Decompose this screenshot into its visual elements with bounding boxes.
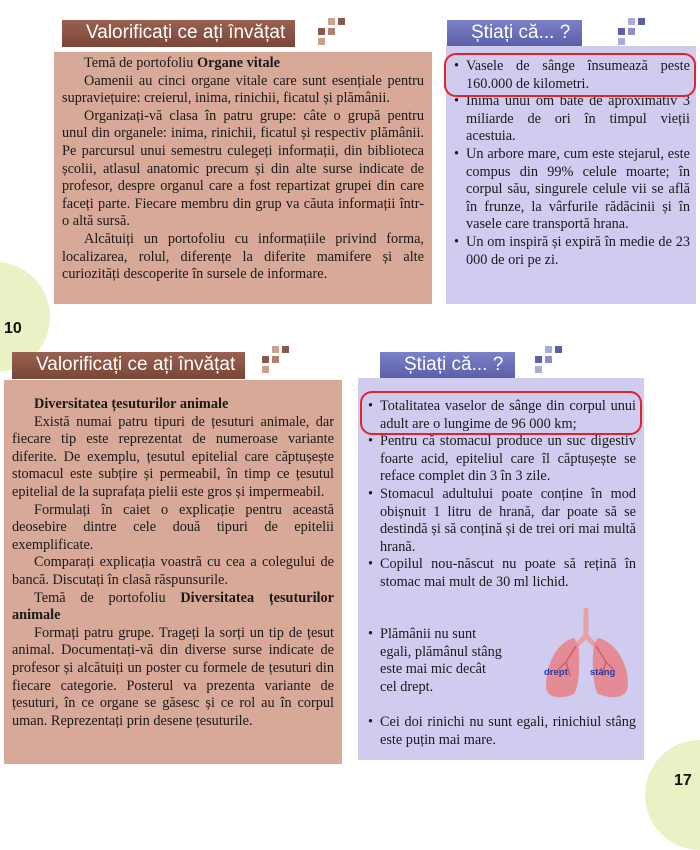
squares-decoration (618, 18, 652, 46)
portofoliu-title: Temă de portofoliu Diversitatea țesuturilor animale (12, 589, 335, 624)
paragraph: Organizați-vă clasa în patru grupe: câte o grupă pentru unul din organele: inima, rinichii, ficatul și respectiv plămânii. Pe parcursul unui semestru culegeți informații, din biblioteca școlii, atlasul anatomic precum și din alte surse indicate de profesor, despre organul care a fost repartizat grupei din care faceți parte. Fiecare membru din grup va căuta informații într-o altă sursă. (62, 107, 424, 230)
fact-item-lungs: • Plămânii nu sunt egali, plămânul stâng este mai mic decât cel drept. (366, 626, 506, 696)
page-corner-decoration (645, 740, 700, 850)
paragraph: Oamenii au cinci organe vitale care sunt esențiale pentru supraviețuire: creierul, inima, rinichii, ficatul și plămânii. (62, 72, 424, 107)
panel-diversitatea-tesuturilor (4, 380, 342, 764)
panel-stiati-bottom (358, 378, 644, 760)
section-tab-valorificati: Valorificați ce ați învățat (62, 20, 295, 47)
squares-decoration (262, 346, 296, 374)
highlight-oval (444, 53, 696, 97)
lung-label-right: drept (544, 667, 568, 678)
paragraph: Comparați explicația voastră cu cea a colegului de bancă. Discutați în clasă răspunsurile. (12, 554, 334, 588)
lung-label-left: stâng (590, 667, 616, 678)
paragraph: Există numai patru tipuri de țesuturi animale, dar fiecare tip este reprezentat de numeroase variante diferite. De exemplu, țesutul epitelial care căptușește stomacul este subțire și permeabil, în timp ce țesutul epitelial de la suprafața pielii este gros și impermeabil. (12, 413, 334, 500)
squares-decoration (318, 18, 352, 46)
paragraph: Alcătuiți un portofoliu cu informațiile privind forma, localizarea, rolul, diferențe la diferite mamifere și alte curiozități descoperite în sursele de informare. (62, 230, 424, 283)
section-tab-stiati: Știați că... ? (380, 352, 515, 379)
fact-item: • Un arbore mare, cum este stejarul, este compus din 99% celule moarte; în corpul său, singurele celule vii se află în frunze, la vârfurile rădăcinii și în vasele care transportă hrana. (452, 146, 690, 234)
section-heading: Diversitatea țesuturilor animale (34, 396, 229, 412)
fact-item: • Copilul nou-născut nu poate să rețină în stomac mai mult de 30 ml lichid. (366, 556, 636, 591)
section-tab-valorificati: Valorificați ce ați învățat (12, 352, 245, 379)
section-tab-stiati: Știați că... ? (447, 20, 582, 47)
fact-item: • Un om inspiră și expiră în medie de 23 000 de ori pe zi. (452, 234, 690, 269)
fact-item-kidneys: • Cei doi rinichi nu sunt egali, rinichiul stâng este puțin mai mare. (366, 714, 636, 749)
portofoliu-title: Temă de portofoliu Organe vitale (84, 55, 280, 71)
fact-item: • Pentru că stomacul produce un suc digestiv foarte acid, epiteliul care îl căptușește se reface complet din 3 în 3 zile. (366, 433, 636, 486)
fact-item: • Vasele de sânge însumează peste 160.000 de kilometri. (452, 58, 690, 93)
squares-decoration (535, 346, 569, 374)
fact-item: • Totalitatea vaselor de sânge din corpul unui adult are o lungime de 96 000 km; (366, 398, 636, 433)
panel-portofoliu-organe (54, 52, 432, 304)
fact-item: • Stomacul adultului poate conține în mod obișnuit 1 litru de hrană, dar poate să se destindă și să conțină și de trei ori mai multă hrană. (366, 486, 636, 556)
paragraph: Formulați în caiet o explicație pentru această deosebire dintre cele două tipuri de epitelii exemplificate. (12, 501, 334, 553)
lungs-illustration (536, 606, 636, 704)
paragraph: Formați patru grupe. Trageți la sorți un tip de țesut animal. Documentați-vă din diverse surse indicate de profesor și alcătuiți un poster cu formele de țesuturi din fiecare categorie. Posterul va prezenta variante de țesuturi, în ce organe se găsesc și ce rol au în corpul uman. Reprezentați prin desene țesuturile. (12, 624, 334, 729)
highlight-oval (360, 391, 642, 435)
page-number-left: 10 (4, 320, 22, 337)
fact-item: • Inima unui om bate de aproximativ 3 miliarde de ori în timpul vieții acestuia. (452, 93, 690, 146)
page-number-right: 17 (674, 772, 692, 789)
